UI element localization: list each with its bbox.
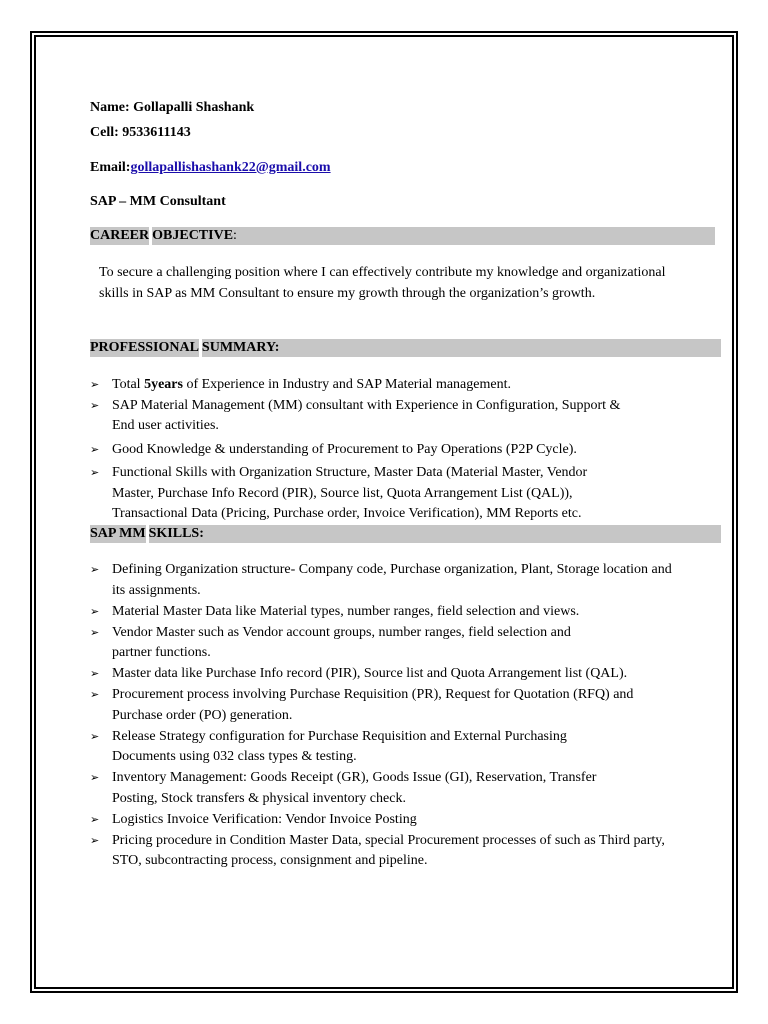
career-objective-text: To secure a challenging position where I can effectively contribute my knowledge and organizational skills in SAP as MM Consultant to ensure my growth through the organization’s growth. [99,265,666,301]
list-item: ➢ Good Knowledge & understanding of Procurement to Pay Operations (P2P Cycle). [90,440,690,461]
list-item: ➢ Functional Skills with Organization Structure, Master Data (Material Master, Vendor Master, Purchase Info Record (PIR), Source list, Quota Arrangement List (QAL)), Transactional Data (Pricing, Purchase order, Invoice Verification), MM Reports etc. [90,465,588,521]
list-item: ➢ Material Master Data like Material types, number ranges, field selection and views. [90,602,680,623]
email-link[interactable]: gollapallishashank22@gmail.com [130,160,331,175]
arrowhead-bullet-icon: ➢ [90,688,100,701]
list-item: ➢ Release Strategy configuration for Purchase Requisition and External Purchasing Documents using 032 class types & testing. [90,728,567,764]
arrowhead-bullet-icon: ➢ [90,563,100,576]
list-item: ➢ Pricing procedure in Condition Master Data, special Procurement processes of such as Third party, STO, subcontracting process, consignment and pipeline. [90,832,665,868]
list-item: ➢ Defining Organization structure- Company code, Purchase organization, Plant, Storage location and its assignments. [90,562,672,598]
list-item: ➢ Master data like Purchase Info record (PIR), Source list and Quota Arrangement list (QAL). [90,664,680,685]
arrowhead-bullet-icon: ➢ [90,833,100,847]
arrowhead-bullet-icon: ➢ [90,442,100,456]
arrowhead-bullet-icon: ➢ [90,729,100,743]
arrowhead-bullet-icon: ➢ [90,625,100,639]
career-objective-heading: CAREER OBJECTIVE: [90,227,715,245]
sap-mm-skills-heading: SAP MM SKILLS: [90,525,721,543]
list-item: ➢ Inventory Management: Goods Receipt (GR), Goods Issue (GI), Reservation, Transfer Posting, Stock transfers & physical inventory check. [90,770,597,806]
arrowhead-bullet-icon: ➢ [90,604,100,618]
email-prefix: Email: [90,160,131,175]
arrowhead-bullet-icon: ➢ [90,398,100,412]
sap-mm-skills-list [90,560,680,872]
list-item: ➢ Logistics Invoice Verification: Vendor Invoice Posting [90,810,680,831]
arrowhead-bullet-icon: ➢ [90,378,100,391]
arrowhead-bullet-icon: ➢ [90,771,100,784]
arrowhead-bullet-icon: ➢ [90,667,100,680]
professional-summary-heading: PROFESSIONAL SUMMARY: [90,339,721,357]
list-item: ➢ SAP Material Management (MM) consultant with Experience in Configuration, Support & End user activities. [90,397,621,433]
list-item: ➢ Procurement process involving Purchase Requisition (PR), Request for Quotation (RFQ) and Purchase order (PO) generation. [90,687,634,723]
list-item: ➢ Vendor Master such as Vendor account groups, number ranges, field selection and partner functions. [90,624,571,660]
arrowhead-bullet-icon: ➢ [90,466,100,479]
candidate-email-line [90,160,331,176]
candidate-name: Name: Gollapalli Shashank [90,100,255,115]
candidate-role: SAP – MM Consultant [90,194,226,209]
professional-summary-list [90,375,690,525]
list-item: ➢ Total 5years of Experience in Industry and SAP Material management. [90,375,690,396]
candidate-cell: Cell: 9533611143 [90,125,191,140]
arrowhead-bullet-icon: ➢ [90,812,100,826]
